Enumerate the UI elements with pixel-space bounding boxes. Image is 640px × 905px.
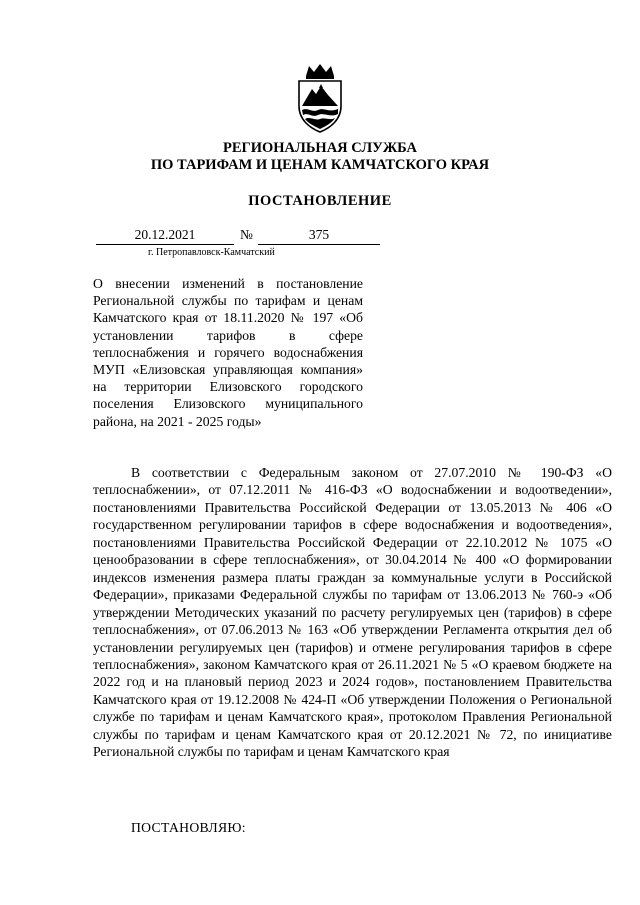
preamble-paragraph: В соответствии с Федеральным законом от 27.07.2010 № 190-ФЗ «О теплоснабжении», от 07.12.2011 № 416-ФЗ «О водоснабжении и водоотведении», постановлениями Правительства Российской Федерации от 13.05.2013 № 406 «О государственном регулировании тарифов в сфере водоснабжения и водоотведения», постановлениями Правительства Российской Федерации от 22.10.2012 № 1075 «О ценообразовании в сфере теплоснабжения», от 30.04.2014 № 400 «О формировании индексов изменения размера платы граждан за коммунальные услуги в Российской Федерации», приказами Федеральной службы по тарифам от 13.06.2013 № 760-э «Об утверждении Методических указаний по расчету регулируемых цен (тарифов) в сфере теплоснабжения», от 07.06.2013 № 163 «Об утверждении Регламента открытия дел об установлении регулируемых цен (тарифов) и отмене регулирования тарифов в сфере теплоснабжения», законом Камчатского края от 26.11.2021 № 5 «О краевом бюджете на 2022 год и на плановый период 2023 и 2024 годов», постановлением Правительства Камчатского края от 19.12.2008 № 424-П «Об утверждении Положения о Региональной службе по тарифам и ценам Камчатского края», протоколом Правления Региональной службы по тарифам и ценам Камчатского края от 20.12.2021 № 72, по инициативе Региональной службы по тарифам и ценам Камчатского края bbox=[93, 465, 612, 760]
organization-title-line-1: РЕГИОНАЛЬНАЯ СЛУЖБА bbox=[222, 140, 418, 156]
organization-title-line-2: ПО ТАРИФАМ И ЦЕНАМ КАМЧАТСКОГО КРАЯ bbox=[150, 157, 490, 173]
document-number: 375 bbox=[258, 227, 380, 245]
decree-heading: ПОСТАНОВЛЯЮ: bbox=[131, 820, 246, 835]
number-sign: № bbox=[240, 227, 253, 242]
document-subject: О внесении изменений в постановление Региональной службы по тарифам и ценам Камчатского края от 18.11.2020 № 197 «Об установлении тарифов в сфере теплоснабжения и горячего водоснабжения МУП «Елизовская управляющая компания» на территории Елизовского городского поселения Елизовского муниципального района, на 2021 - 2025 годы» bbox=[93, 276, 363, 429]
organization-title bbox=[0, 140, 640, 174]
document-type: ПОСТАНОВЛЕНИЕ bbox=[248, 193, 392, 209]
document-date: 20.12.2021 bbox=[96, 227, 234, 245]
city-name: г. Петропавловск-Камчатский bbox=[148, 247, 275, 258]
kamchatka-coat-of-arms-icon bbox=[290, 62, 350, 134]
